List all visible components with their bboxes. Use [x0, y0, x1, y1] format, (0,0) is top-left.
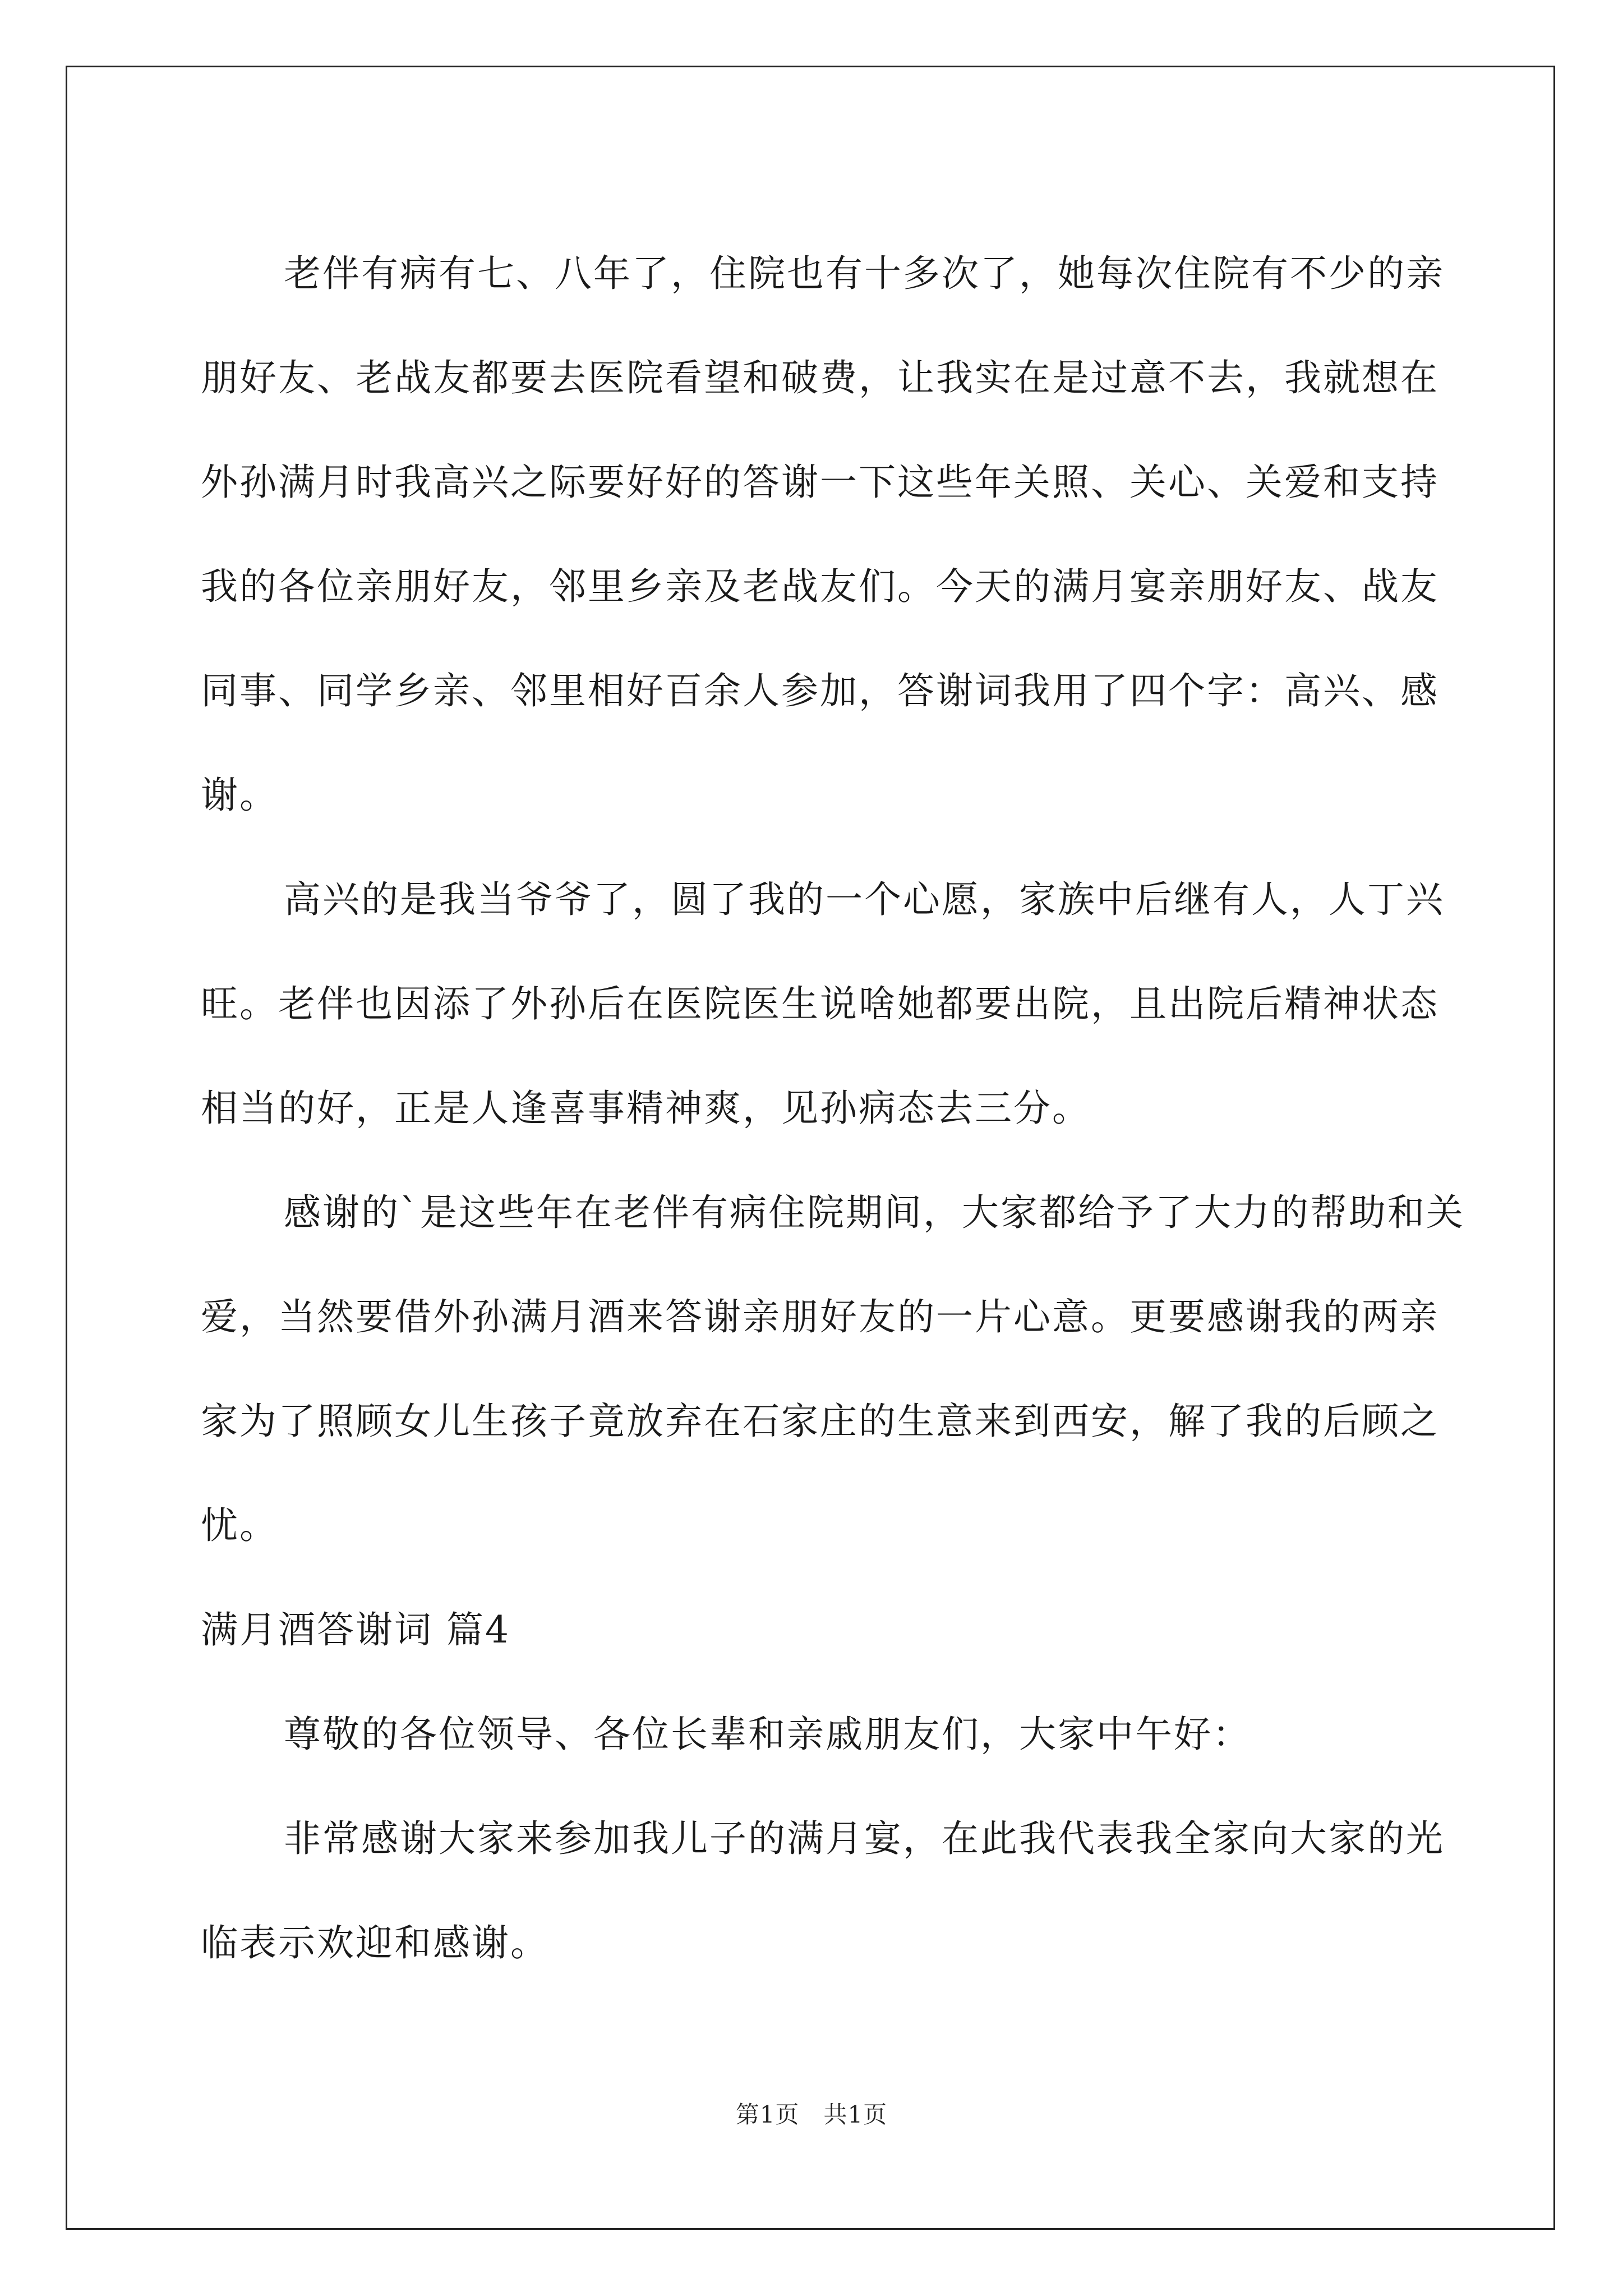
- paragraph-5: 非常感谢大家来参加我儿子的满月宴，在此我代表我全家向大家的光临表示欢迎和感谢。: [201, 1817, 1445, 1964]
- paragraph-2: 高兴的是我当爷爷了，圆了我的一个心愿，家族中后继有人，人丁兴旺。老伴也因添了外孙后在医院医生说啥她都要出院，且出院后精神状态相当的好，正是人逢喜事精神爽，见孙病态去三分。: [201, 878, 1445, 1130]
- section-heading: 满月酒答谢词 篇4: [201, 1608, 510, 1651]
- paragraph-3: 感谢的`是这些年在老伴有病住院期间，大家都给予了大力的帮助和关爱，当然要借外孙满月酒来答谢亲朋好友的一片心意。更要感谢我的两亲家为了照顾女儿生孩子竟放弃在石家庄的生意来到西安，解了我的后顾之忧。: [201, 1191, 1465, 1547]
- greeting-paragraph: 尊敬的各位领导、各位长辈和亲戚朋友们，大家中午好：: [284, 1713, 1251, 1756]
- document-body: [201, 222, 1468, 1995]
- page-footer: 第1页 共1页: [735, 2101, 888, 2128]
- paragraph-1: 老伴有病有七、八年了，住院也有十多次了，她每次住院有不少的亲朋好友、老战友都要去医院看望和破费，让我实在是过意不去，我就想在外孙满月时我高兴之际要好好的答谢一下这些年关照、关心、关爱和支持我的各位亲朋好友，邻里乡亲及老战友们。今天的满月宴亲朋好友、战友同事、同学乡亲、邻里相好百余人参加，答谢词我用了四个字：高兴、感谢。: [201, 252, 1445, 817]
